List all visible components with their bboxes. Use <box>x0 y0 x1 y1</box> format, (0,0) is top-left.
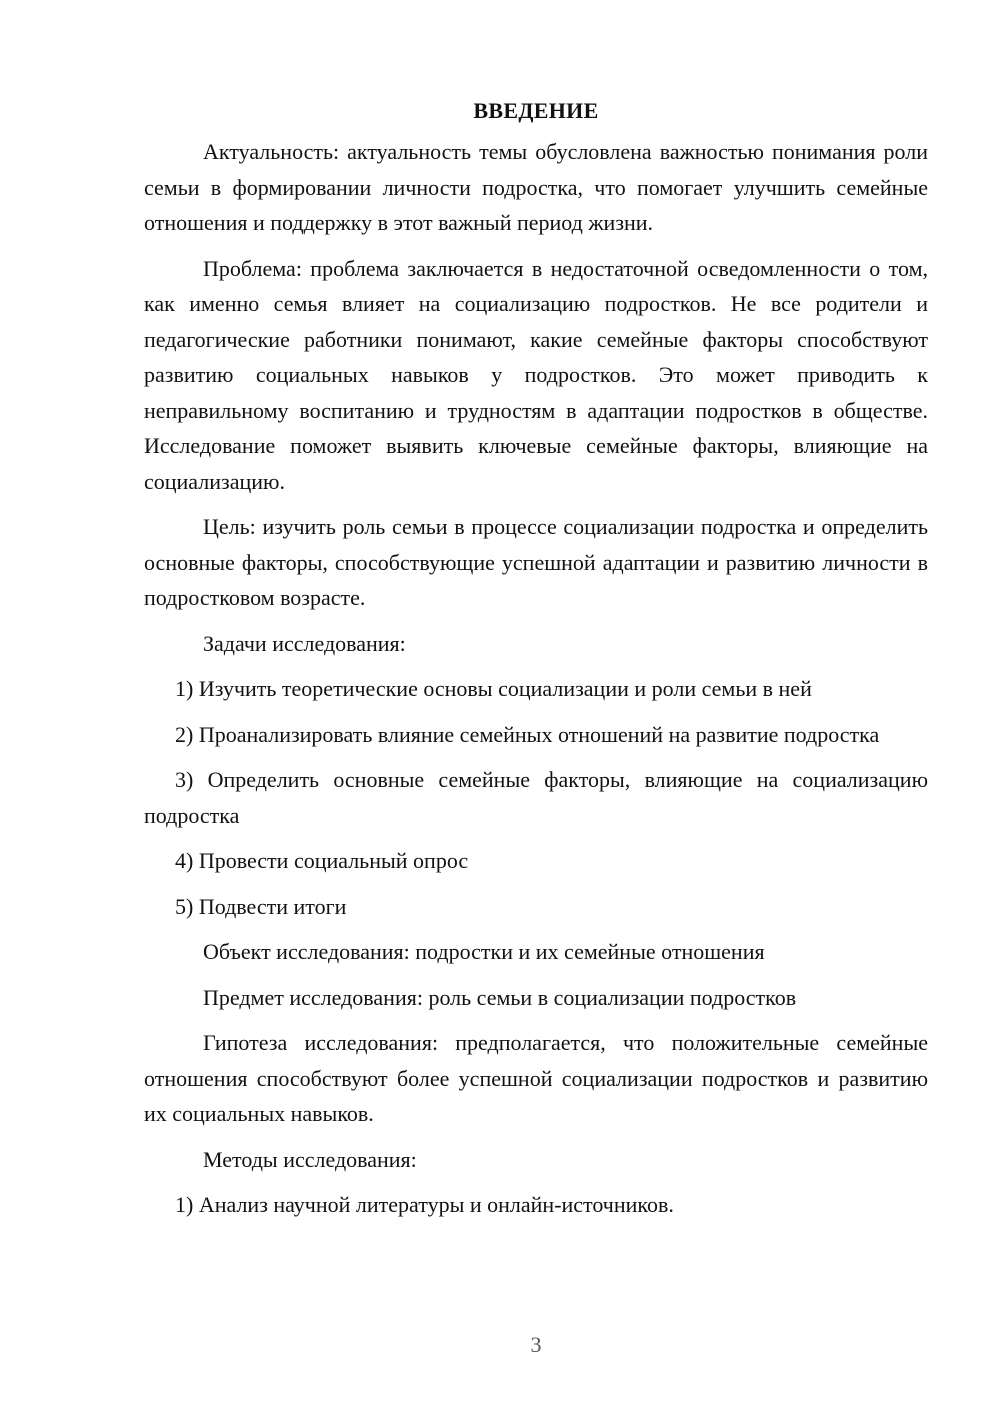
paragraph-relevance: Актуальность: актуальность темы обусловлена важностью понимания роли семьи в формировании личности подростка, что помогает улучшить семейные отношения и поддержку в этот важный период жизни. <box>144 139 928 235</box>
paragraph-subject: Предмет исследования: роль семьи в социализации подростков <box>203 984 797 1010</box>
task-item-2: 2) Проанализировать влияние семейных отношений на развитие подростка <box>175 721 880 747</box>
paragraph-problem: Проблема: проблема заключается в недостаточной осведомленности о том, как именно семья влияет на социализацию подростков. Не все родители и педагогические работники понимают, какие семейные факторы способствуют развитию социальных навыков у подростков. Это может приводить к неправильному воспитанию и трудностям в адаптации подростков в обществе. Исследование поможет выявить ключевые семейные факторы, влияющие на социализацию. <box>144 255 928 494</box>
task-item-5: 5) Подвести итоги <box>175 893 347 919</box>
tasks-heading: Задачи исследования: <box>203 630 406 656</box>
page-number: 3 <box>530 1332 542 1357</box>
task-item-4: 4) Провести социальный опрос <box>175 848 469 873</box>
page-content <box>144 94 928 1233</box>
method-item-1: 1) Анализ научной литературы и онлайн-источников. <box>175 1192 674 1217</box>
paragraph-object: Объект исследования: подростки и их семейные отношения <box>203 939 765 964</box>
methods-heading: Методы исследования: <box>203 1146 417 1172</box>
paragraph-hypothesis: Гипотеза исследования: предполагается, что положительные семейные отношения способствуют более успешной социализации подростков и развитию их социальных навыков. <box>144 1030 928 1126</box>
paragraph-goal: Цель: изучить роль семьи в процессе социализации подростка и определить основные факторы, способствующие успешной адаптации и развитию личности в подростковом возрасте. <box>144 514 928 610</box>
task-item-3: 3) Определить основные семейные факторы, влияющие на социализацию подростка <box>144 767 928 828</box>
task-item-1: 1) Изучить теоретические основы социализации и роли семьи в ней <box>175 676 812 701</box>
page-title: ВВЕДЕНИЕ <box>473 98 599 123</box>
